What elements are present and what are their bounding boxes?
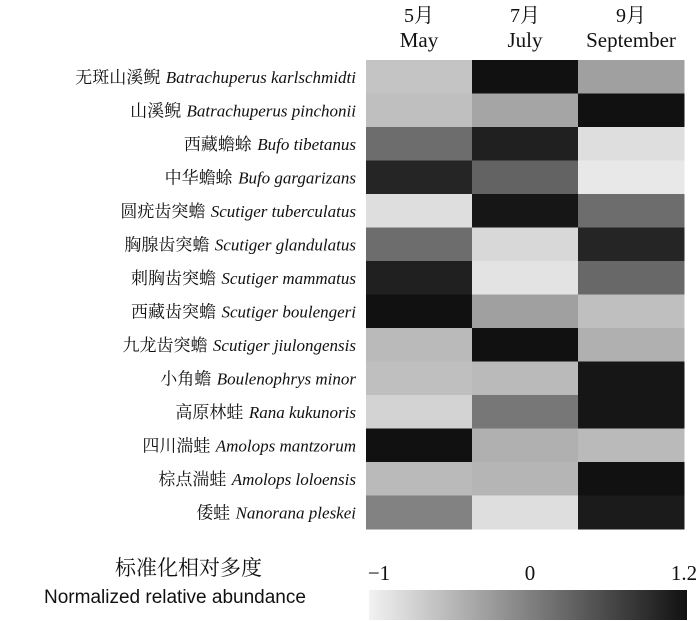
heatmap-cell bbox=[578, 228, 685, 262]
heatmap-cell bbox=[472, 94, 579, 128]
row-label bbox=[160, 369, 356, 389]
heatmap-cell bbox=[578, 395, 685, 429]
row-label-sci: Scutiger boulengeri bbox=[221, 302, 356, 322]
row-label-zh: 小角蟾 bbox=[160, 369, 217, 390]
column-header-en: September bbox=[586, 28, 676, 52]
heatmap-cell bbox=[366, 127, 473, 161]
heatmap-cell bbox=[472, 395, 579, 429]
heatmap-cell bbox=[472, 295, 579, 329]
heatmap-cell bbox=[472, 429, 579, 463]
column-headers bbox=[400, 5, 676, 52]
row-label-zh: 刺胸齿突蟾 bbox=[131, 268, 222, 289]
colorbar-tick-min: −1 bbox=[367, 561, 391, 585]
heatmap-cell bbox=[472, 496, 579, 530]
row-label bbox=[131, 269, 356, 289]
row-labels bbox=[75, 68, 356, 524]
row-label bbox=[184, 135, 356, 155]
heatmap-cell bbox=[366, 328, 473, 362]
row-label-sci: Rana kukunoris bbox=[248, 402, 356, 422]
row-label bbox=[142, 435, 356, 456]
row-label-sci: Bufo tibetanus bbox=[257, 134, 356, 154]
row-label-sci: Amolops loloensis bbox=[231, 469, 356, 489]
row-label bbox=[158, 469, 356, 490]
row-label-sci: Scutiger glandulatus bbox=[214, 235, 356, 255]
row-label-zh: 棕点湍蛙 bbox=[158, 469, 232, 490]
heatmap-cell bbox=[578, 161, 685, 195]
row-label bbox=[196, 503, 356, 523]
heatmap-cell bbox=[472, 261, 579, 295]
colorbar-tick-max: 1.2 bbox=[670, 561, 698, 585]
row-label-zh: 山溪鲵 bbox=[130, 101, 187, 122]
heatmap-cell bbox=[366, 295, 473, 329]
row-label bbox=[123, 336, 357, 356]
heatmap-cell bbox=[366, 94, 473, 128]
row-label-zh: 四川湍蛙 bbox=[142, 436, 216, 457]
heatmap-cell bbox=[578, 328, 685, 362]
heatmap-cell bbox=[578, 462, 685, 496]
row-label-zh: 倭蛙 bbox=[196, 503, 236, 524]
row-label-zh: 胸腺齿突蟾 bbox=[124, 235, 215, 256]
heatmap-cell bbox=[578, 362, 685, 396]
row-label bbox=[75, 68, 356, 88]
column-header-en: May bbox=[399, 28, 439, 52]
heatmap-cell bbox=[366, 194, 473, 228]
heatmap-cell bbox=[366, 161, 473, 195]
heatmap-cell bbox=[472, 328, 579, 362]
row-label-sci: Amolops mantzorum bbox=[215, 436, 356, 456]
heatmap-cell bbox=[578, 94, 685, 128]
row-label bbox=[175, 403, 356, 423]
heatmap-cell bbox=[366, 395, 473, 429]
column-header-en: July bbox=[507, 28, 543, 52]
row-label-sci: Boulenophrys minor bbox=[216, 369, 356, 389]
row-label-sci: Scutiger mammatus bbox=[221, 268, 356, 288]
row-label-zh: 中华蟾蜍 bbox=[164, 168, 239, 189]
row-label-zh: 九龙齿突蟾 bbox=[122, 335, 213, 356]
heatmap-cell bbox=[366, 496, 473, 530]
heatmap-cell bbox=[472, 228, 579, 262]
heatmap-cell bbox=[578, 261, 685, 295]
row-label-sci: Scutiger tuberculatus bbox=[210, 201, 356, 221]
row-label-sci: Nanorana pleskei bbox=[235, 503, 356, 523]
heatmap-cell bbox=[366, 261, 473, 295]
row-label-sci: Bufo gargarizans bbox=[238, 168, 356, 188]
row-label bbox=[124, 235, 356, 255]
row-label-zh: 圆疣齿突蟾 bbox=[120, 201, 211, 222]
heatmap-cells bbox=[366, 60, 685, 530]
column-header-zh: 7月 bbox=[510, 5, 540, 27]
heatmap-cell bbox=[472, 127, 579, 161]
row-label-sci: Batrachuperus pinchonii bbox=[186, 101, 356, 121]
row-label-sci: Batrachuperus karlschmidti bbox=[165, 67, 356, 87]
heatmap-cell bbox=[472, 362, 579, 396]
heatmap-cell bbox=[578, 429, 685, 463]
colorbar-tick-zero: 0 bbox=[524, 561, 536, 585]
heatmap-cell bbox=[578, 295, 685, 329]
heatmap-cell bbox=[366, 362, 473, 396]
heatmap-cell bbox=[578, 60, 685, 94]
row-label-zh: 西藏蟾蜍 bbox=[183, 134, 258, 155]
heatmap-cell bbox=[472, 462, 579, 496]
heatmap-cell bbox=[472, 60, 579, 94]
row-label bbox=[165, 168, 357, 188]
colorbar-gradient bbox=[369, 590, 687, 620]
heatmap-cell bbox=[578, 496, 685, 530]
heatmap-cell bbox=[472, 161, 579, 195]
row-label-zh: 西藏齿突蟾 bbox=[131, 302, 222, 323]
column-header-zh: 5月 bbox=[404, 5, 434, 27]
row-label bbox=[120, 202, 356, 222]
row-label bbox=[130, 101, 356, 121]
row-label-zh: 无斑山溪鲵 bbox=[75, 67, 166, 88]
colorbar-title-en: Normalized relative abundance bbox=[44, 587, 306, 608]
heatmap-cell bbox=[366, 429, 473, 463]
colorbar-legend bbox=[44, 556, 697, 620]
heatmap-cell bbox=[578, 194, 685, 228]
row-label bbox=[131, 302, 356, 322]
heatmap-cell bbox=[366, 60, 473, 94]
heatmap-cell bbox=[578, 127, 685, 161]
heatmap-cell bbox=[366, 462, 473, 496]
row-label-sci: Scutiger jiulongensis bbox=[212, 335, 356, 355]
heatmap-cell bbox=[366, 228, 473, 262]
row-label-zh: 高原林蛙 bbox=[175, 402, 249, 423]
column-header-zh: 9月 bbox=[616, 5, 646, 27]
heatmap-cell bbox=[472, 194, 579, 228]
colorbar-title-zh: 标准化相对多度 bbox=[115, 556, 262, 580]
